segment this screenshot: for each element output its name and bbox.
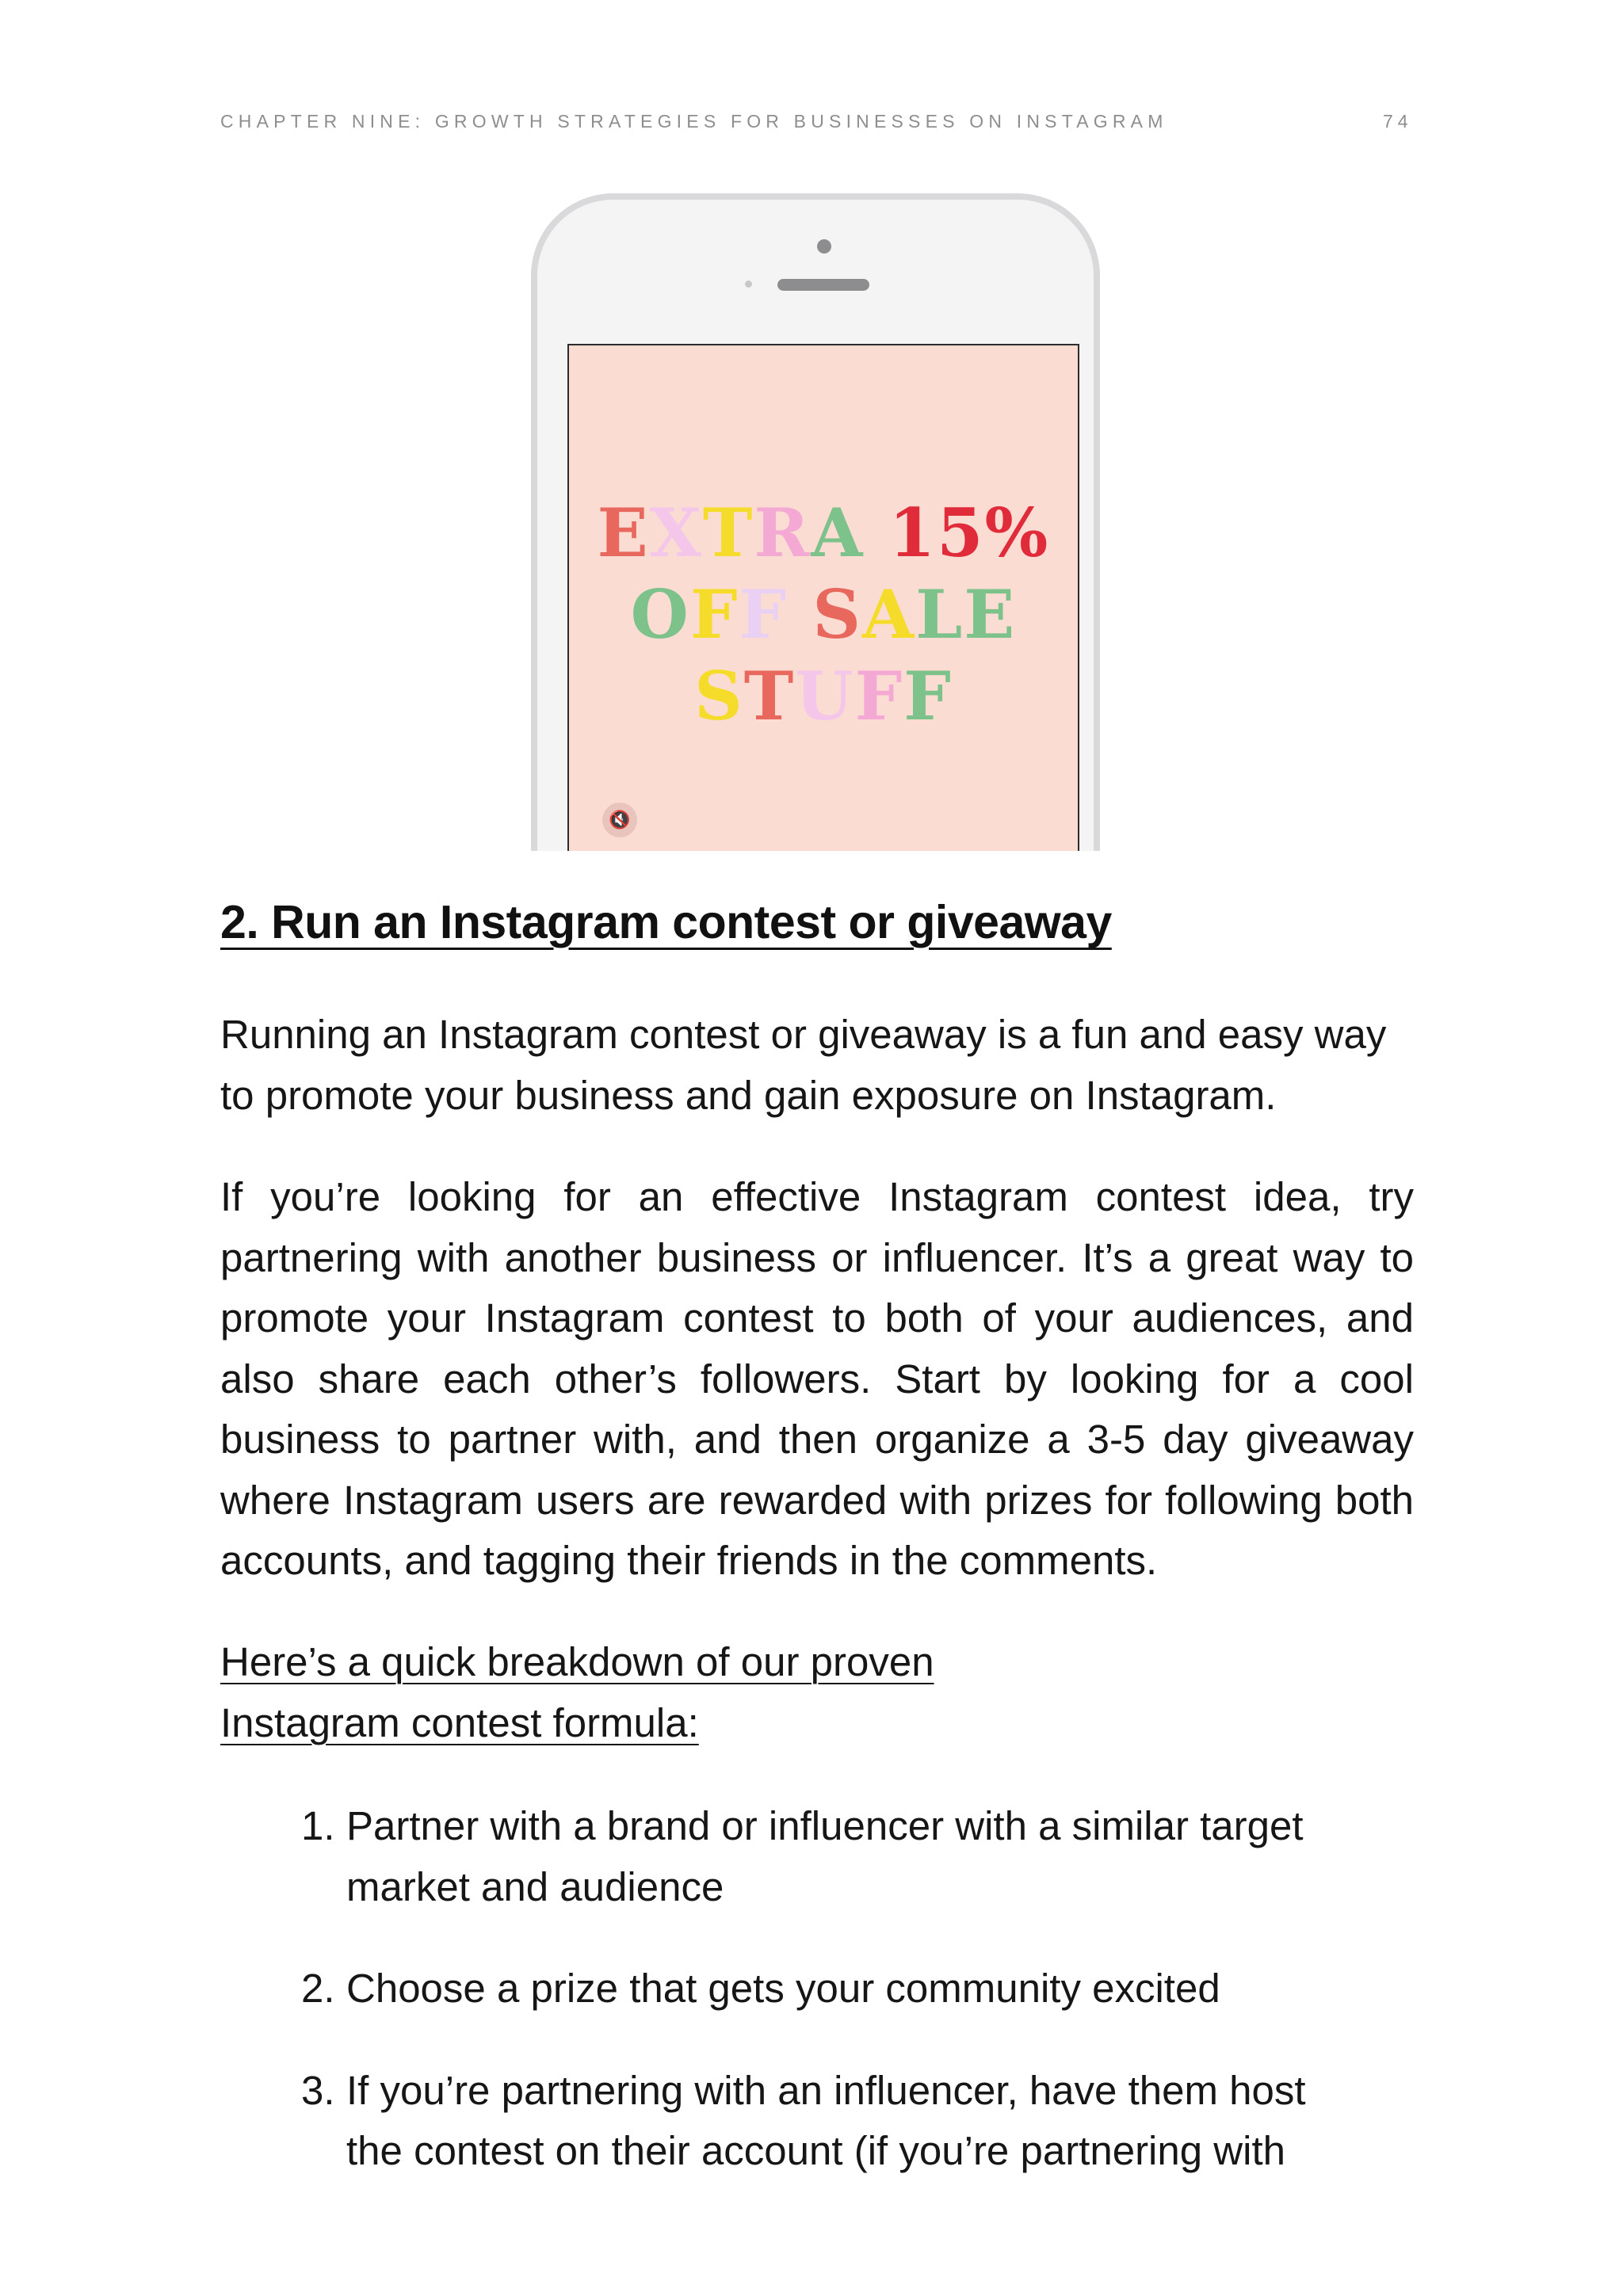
phone-sensor bbox=[745, 280, 752, 288]
phone-body bbox=[531, 193, 1100, 851]
paragraph-contest-idea: If you’re looking for an effective Instagram contest idea, try partnering with another business or influencer. It’s a great way to promote your Instagram contest to both of your audiences, and also share each other’s followers. Start by looking for a cool business to partner with, and then organize a 3-5 day giveaway where Instagram users are rewarded with prizes for following both accounts, and tagging their friends in the comments. bbox=[220, 1174, 1414, 1583]
promo-letter: X bbox=[649, 494, 703, 572]
formula-intro-line1: Here’s a quick breakdown of our proven bbox=[220, 1639, 934, 1684]
list-item-number: 1. bbox=[301, 1803, 335, 1848]
speaker-muted-icon[interactable]: 🔇 bbox=[602, 803, 637, 837]
promo-letter bbox=[864, 494, 888, 572]
list-item-number: 2. bbox=[301, 1966, 335, 2011]
page-number: 74 bbox=[1383, 111, 1413, 132]
running-header: CHAPTER NINE: GROWTH STRATEGIES FOR BUSINESSES ON INSTAGRAM bbox=[220, 111, 1168, 132]
promo-letter: L bbox=[915, 575, 964, 654]
list-item-text: If you’re partnering with an influencer, have them host the contest on their account (if you’re partnering with bbox=[346, 2067, 1306, 2173]
paragraph-intro: Running an Instagram contest or giveaway is a fun and easy way to promote your business and gain exposure on Instagram. bbox=[220, 1012, 1387, 1118]
contest-steps-list bbox=[301, 1796, 1355, 2223]
promo-letter: U bbox=[795, 657, 855, 735]
promo-letter: O bbox=[630, 575, 690, 654]
promo-text bbox=[569, 492, 1078, 737]
phone-camera bbox=[817, 239, 831, 254]
promo-letter: % bbox=[984, 494, 1050, 572]
phone-illustration bbox=[531, 193, 1102, 851]
promo-letter: F bbox=[689, 575, 739, 654]
list-item-text: Choose a prize that gets your community excited bbox=[346, 1966, 1220, 2011]
phone-screen bbox=[567, 344, 1079, 851]
promo-letter: T bbox=[702, 494, 754, 572]
promo-letter: F bbox=[739, 575, 789, 654]
promo-letter: F bbox=[854, 657, 904, 735]
list-item bbox=[301, 1796, 1355, 1917]
promo-letter: A bbox=[862, 575, 916, 654]
promo-letter: E bbox=[597, 494, 650, 572]
formula-intro bbox=[220, 1632, 1013, 1753]
list-item-text: Partner with a brand or influencer with a similar target market and audience bbox=[346, 1803, 1304, 1909]
promo-letter: F bbox=[903, 657, 953, 735]
promo-letter: T bbox=[743, 657, 796, 735]
promo-letter: 1 bbox=[888, 494, 938, 572]
promo-letter: A bbox=[811, 494, 865, 572]
section-heading: 2. Run an Instagram contest or giveaway bbox=[220, 896, 1112, 948]
list-item bbox=[301, 1958, 1355, 2019]
promo-letter bbox=[788, 575, 812, 654]
formula-intro-line2: Instagram contest formula: bbox=[220, 1699, 699, 1745]
promo-letter: S bbox=[694, 657, 744, 735]
list-item bbox=[301, 2061, 1355, 2182]
list-item-number: 3. bbox=[301, 2067, 335, 2113]
promo-letter: E bbox=[964, 575, 1017, 654]
phone-speaker bbox=[777, 279, 869, 291]
promo-letter: R bbox=[754, 494, 812, 572]
promo-letter: 5 bbox=[937, 494, 985, 572]
promo-letter: S bbox=[812, 575, 863, 654]
